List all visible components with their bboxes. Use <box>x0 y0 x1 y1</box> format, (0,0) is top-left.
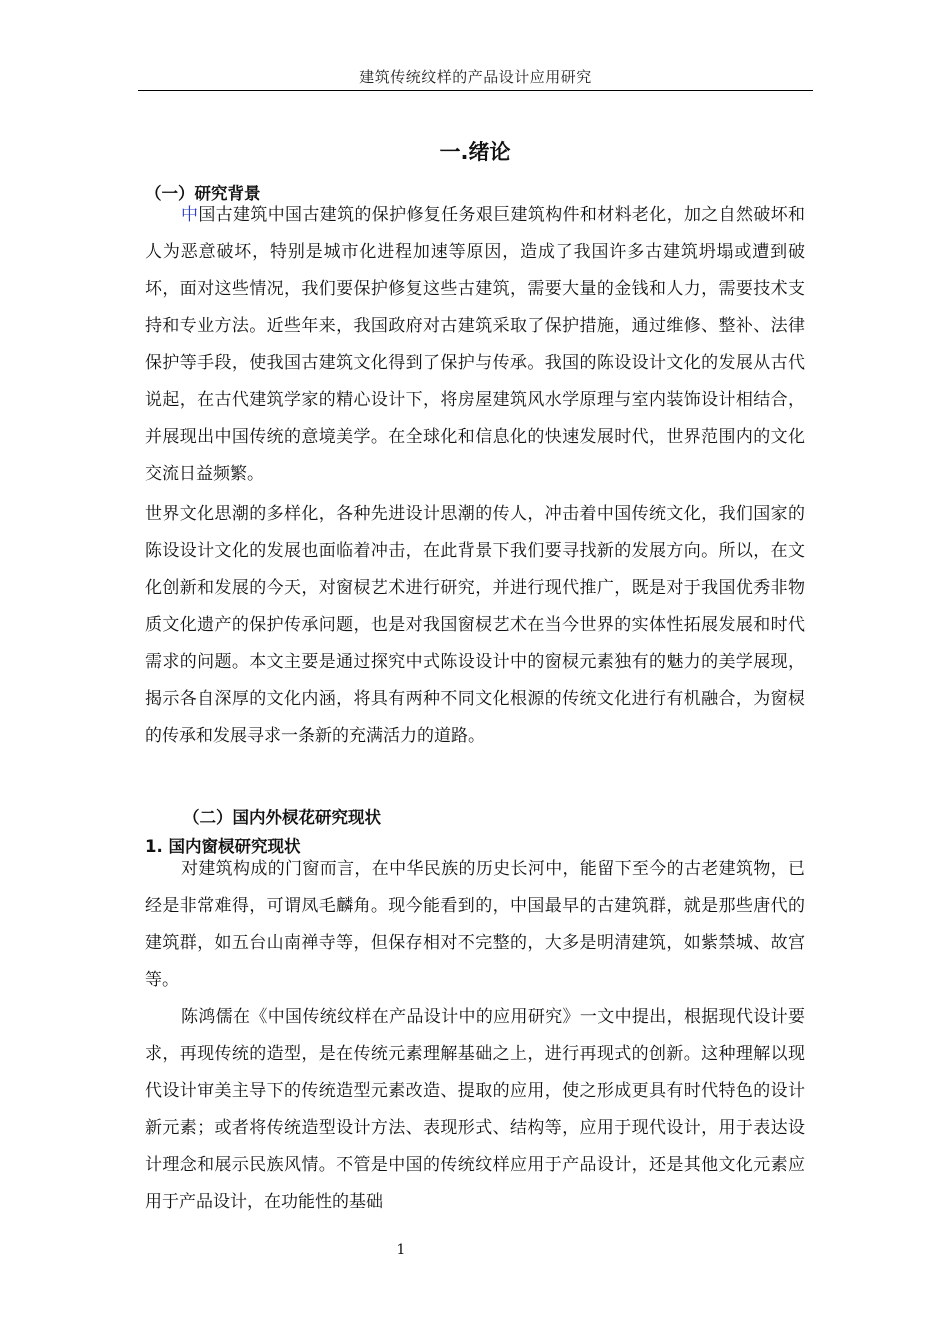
section-heading-background: （一）研究背景 <box>145 184 261 203</box>
section-heading-status: （二）国内外棂花研究现状 <box>183 808 381 827</box>
paragraph-background-1-text: 国古建筑中国古建筑的保护修复任务艰巨建筑构件和材料老化，加之自然破坏和人为恶意破坏，特别是城市化进程加速等原因，造成了我国许多古建筑坍塌或遭到破坏，面对这些情况，我们要保护修复这些古建筑，需要大量的金钱和人力，需要技术支持和专业方法。近些年来，我国政府对古建筑采取了保护措施，通过维修、整补、法律保护等手段，使我国古建筑文化得到了保护与传承。我国的陈设设计文化的发展从古代说起，在古代建筑学家的精心设计下，将房屋建筑风水学原理与室内装饰设计相结合，并展现出中国传统的意境美学。在全球化和信息化的快速发展时代，世界范围内的文化交流日益频繁。 <box>145 205 805 484</box>
running-header: 建筑传统纹样的产品设计应用研究 <box>359 68 592 86</box>
header-divider <box>138 90 813 91</box>
paragraph-status-1: 对建筑构成的门窗而言，在中华民族的历史长河中，能留下至今的古老建筑物，已经是非常难得，可谓凤毛麟角。现今能看到的，中国最早的古建筑群，就是那些唐代的建筑群，如五台山南禅寺等，但保存相对不完整的，大多是明清建筑，如紫禁城、故宫等。 <box>145 859 805 990</box>
subsection-heading-domestic: 1. 国内窗棂研究现状 <box>145 837 301 856</box>
first-character: 中 <box>181 205 199 225</box>
chapter-title: 一.绪论 <box>439 140 511 164</box>
paragraph-background-1 <box>145 197 805 493</box>
page-number: 1 <box>396 1242 406 1258</box>
paragraph-background-2: 世界文化思潮的多样化，各种先进设计思潮的传人，冲击着中国传统文化，我们国家的陈设设计文化的发展也面临着冲击，在此背景下我们要寻找新的发展方向。所以，在文化创新和发展的今天，对窗棂艺术进行研究，并进行现代推广，既是对于我国优秀非物质文化遗产的保护传承问题，也是对我国窗棂艺术在当今世界的实体性拓展发展和时代需求的问题。本文主要是通过探究中式陈设设计中的窗棂元素独有的魅力的美学展现，揭示各自深厚的文化内涵，将具有两种不同文化根源的传统文化进行有机融合，为窗棂的传承和发展寻求一条新的充满活力的道路。 <box>145 504 805 746</box>
paragraph-status-2: 陈鸿儒在《中国传统纹样在产品设计中的应用研究》一文中提出，根据现代设计要求，再现传统的造型，是在传统元素理解基础之上，进行再现式的创新。这种理解以现代设计审美主导下的传统造型元素改造、提取的应用，使之形成更具有时代特色的设计新元素；或者将传统造型设计方法、表现形式、结构等，应用于现代设计，用于表达设计理念和展示民族风情。不管是中国的传统纹样应用于产品设计，还是其他文化元素应用于产品设计，在功能性的基础 <box>145 1007 805 1212</box>
